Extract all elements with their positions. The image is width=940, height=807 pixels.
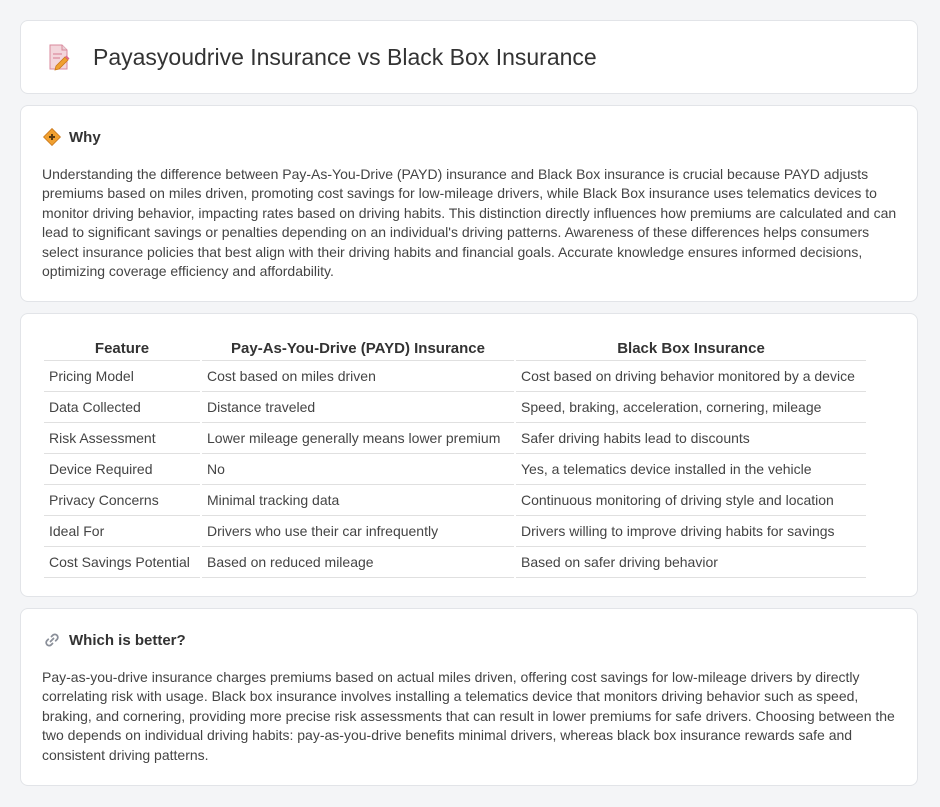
diamond-road-sign-icon xyxy=(43,128,61,146)
row-feature: Pricing Model xyxy=(44,361,200,392)
row-feature: Cost Savings Potential xyxy=(44,547,200,578)
why-text: Understanding the difference between Pay-As-You-Drive (PAYD) insurance and Black Box insurance is crucial because PAYD adjusts premiums based on miles driven, promoting cost savings for low-mileage drivers, while Black Box insurance uses telematics devices to monitor driving behavior, impacting rates based on driving habits. This distinction directly influences how premiums are calculated and can lead to significant savings or penalties depending on an individual's driving patterns. Awareness of these differences helps consumers select insurance policies that best align with their driving habits and financial goals. Accurate knowledge ensures informed decisions, optimizing coverage efficiency and affordability. xyxy=(42,166,897,280)
which-better-heading: Which is better? xyxy=(69,631,186,649)
row-black-box: Speed, braking, acceleration, cornering, mileage xyxy=(516,392,866,423)
table-row xyxy=(44,547,866,578)
title-card xyxy=(20,20,918,94)
row-black-box: Drivers willing to improve driving habits for savings xyxy=(516,516,866,547)
row-feature: Privacy Concerns xyxy=(44,485,200,516)
why-heading: Why xyxy=(69,128,101,146)
row-feature: Device Required xyxy=(44,454,200,485)
comparison-card xyxy=(20,313,918,597)
row-black-box: Based on safer driving behavior xyxy=(516,547,866,578)
header-payd: Pay-As-You-Drive (PAYD) Insurance xyxy=(202,334,514,361)
row-payd: Cost based on miles driven xyxy=(202,361,514,392)
row-payd: Minimal tracking data xyxy=(202,485,514,516)
table-row xyxy=(44,516,866,547)
row-black-box: Safer driving habits lead to discounts xyxy=(516,423,866,454)
table-row xyxy=(44,485,866,516)
table-row xyxy=(44,361,866,392)
header-feature: Feature xyxy=(44,334,200,361)
row-feature: Data Collected xyxy=(44,392,200,423)
row-black-box: Continuous monitoring of driving style and location xyxy=(516,485,866,516)
document-pencil-icon xyxy=(47,43,71,71)
which-better-section xyxy=(20,608,918,786)
why-section xyxy=(20,105,918,302)
row-feature: Risk Assessment xyxy=(44,423,200,454)
page-title: Payasyoudrive Insurance vs Black Box Insurance xyxy=(93,43,597,70)
which-better-text: Pay-as-you-drive insurance charges premiums based on actual miles driven, offering cost savings for low-mileage drivers by directly correlating risk with usage. Black box insurance involves installing a telematics device that monitors driving behavior such as speed, braking, and cornering, providing more precise risk assessments that can result in lower premiums for safe drivers. Choosing between the two depends on individual driving habits: pay-as-you-drive benefits minimal drivers, whereas black box insurance rewards safe and consistent driving patterns. xyxy=(42,669,895,763)
comparison-table xyxy=(42,334,868,578)
table-row xyxy=(44,423,866,454)
table-row xyxy=(44,392,866,423)
row-payd: Lower mileage generally means lower premium xyxy=(202,423,514,454)
table-header-row xyxy=(44,334,866,361)
header-black-box: Black Box Insurance xyxy=(516,334,866,361)
row-black-box: Cost based on driving behavior monitored by a device xyxy=(516,361,866,392)
row-feature: Ideal For xyxy=(44,516,200,547)
row-black-box: Yes, a telematics device installed in the vehicle xyxy=(516,454,866,485)
link-icon xyxy=(43,631,61,649)
table-row xyxy=(44,454,866,485)
row-payd: No xyxy=(202,454,514,485)
row-payd: Distance traveled xyxy=(202,392,514,423)
row-payd: Based on reduced mileage xyxy=(202,547,514,578)
row-payd: Drivers who use their car infrequently xyxy=(202,516,514,547)
